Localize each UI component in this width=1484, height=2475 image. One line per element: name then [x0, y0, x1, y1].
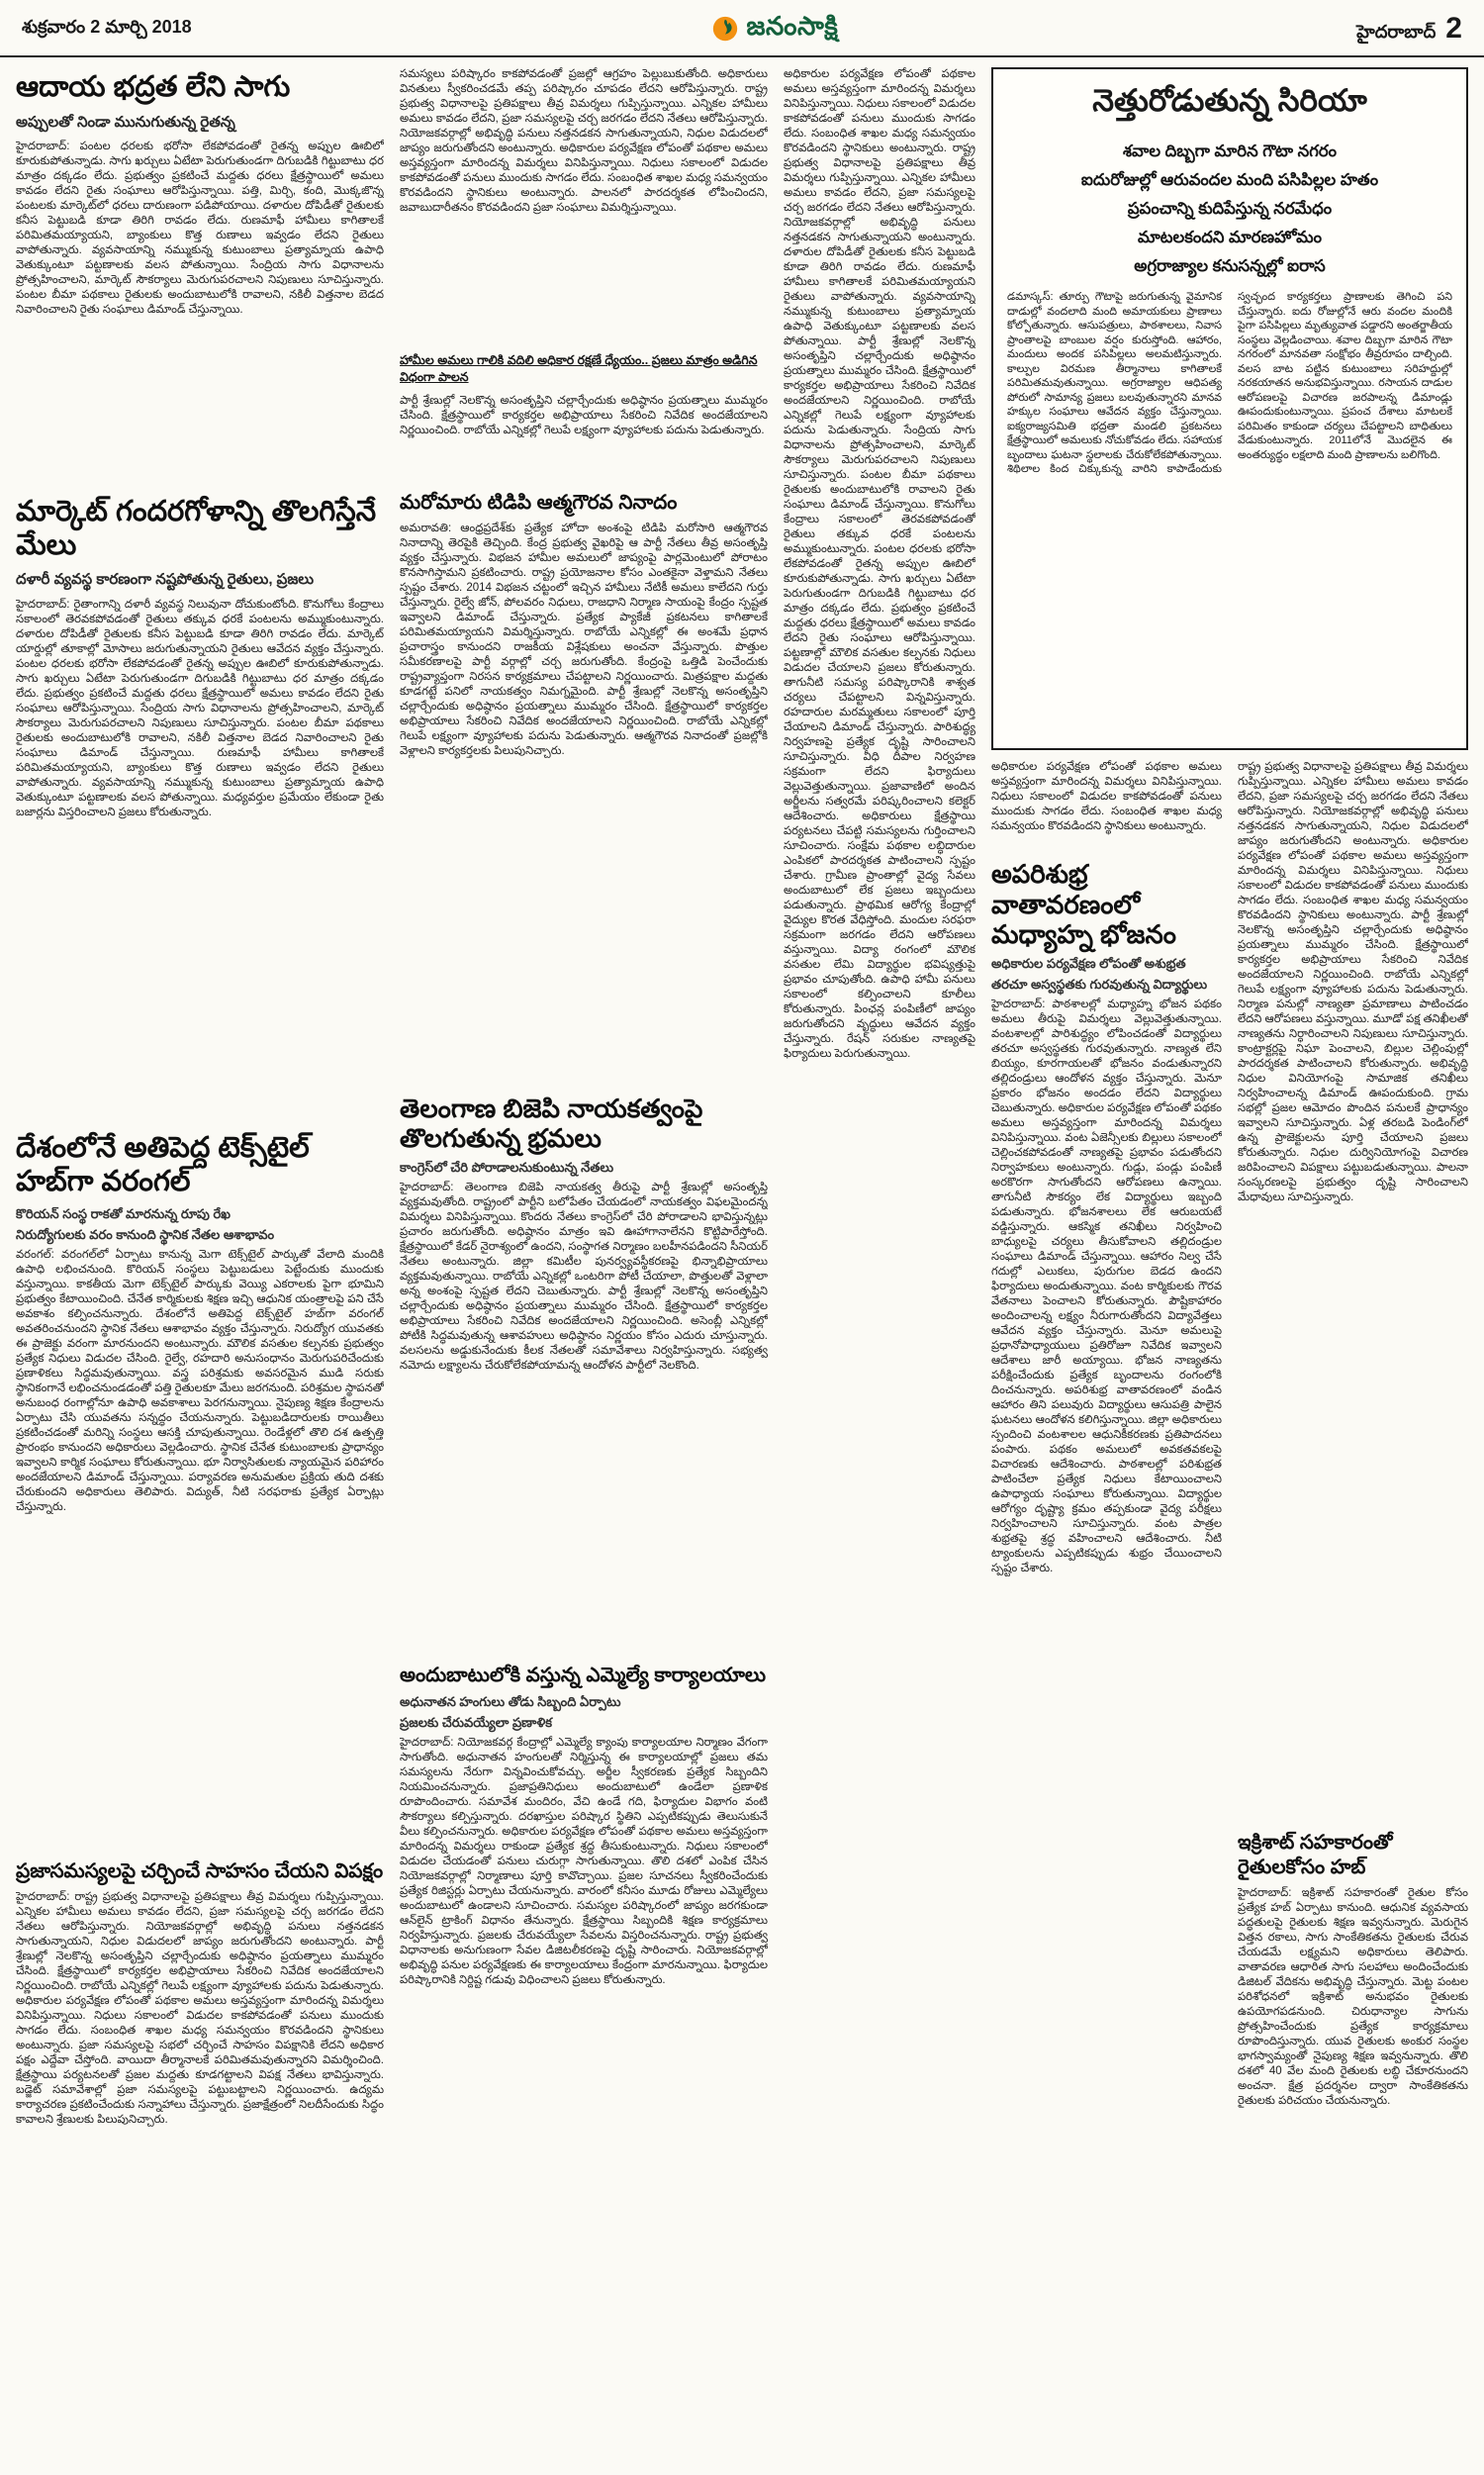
continuation-body: అధికారుల పర్యవేక్షణ లోపంతో పథకాల అమలు అస్తవ్యస్తంగా మారిందన్న విమర్శలు వినిపిస్తున్నాయి. నిధులు సకాలంలో విడుదల కాకపోవడంతో పనులు ముందుకు సాగడం లేదు. సంబంధిత శాఖల మధ్య సమన్వయం కొరవడిందని స్థానికులు అంటున్నారు. — [991, 761, 1222, 832]
article-farm-income — [16, 67, 384, 476]
article-body: అమరావతి: ఆంధ్రప్రదేశ్‌కు ప్రత్యేక హోదా అంశంపై టిడిపి మరోసారి ఆత్మగౌరవ నినాదాన్ని తెరపైకి తెచ్చింది. కేంద్ర ప్రభుత్వ వైఖరిపై ఆ పార్టీ నేతలు తీవ్ర అసంతృప్తి వ్యక్తం చేస్తున్నారు. విభజన హామీల అమలులో జాప్యంపై పార్లమెంటులో పోరాటం కొనసాగిస్తామని ప్రకటించారు. రాష్ట్ర ప్రయోజనాల కోసం ఎంతకైనా వెళ్తామని నేతలు స్పష్టం చేశారు. 2014 విభజన చట్టంలో ఇచ్చిన హామీలు నేటికీ అమలు కాలేదని గుర్తు చేస్తున్నారు. రైల్వే జోన్, పోలవరం నిధులు, రాజధాని నిర్మాణ సాయంపై కేంద్రం స్పష్టత ఇవ్వాలని డిమాండ్ చేస్తున్నారు. ప్రత్యేక ప్యాకేజీ ప్రకటనలు కాగితాలకే పరిమితమయ్యాయని విమర్శిస్తున్నారు. రాబోయే ఎన్నికల్లో ఈ అంశమే ప్రధాన ప్రచారాస్త్రం కానుందని రాజకీయ విశ్లేషకులు అంచనా వేస్తున్నారు. పొత్తుల సమీకరణాలపై పార్టీ వర్గాల్లో చర్చ జరుగుతోంది. కేంద్రంపై ఒత్తిడి పెంచేందుకు రాష్ట్రవ్యాప్తంగా నిరసన కార్యక్రమాలు చేపట్టాలని నిర్ణయించారు. మిత్రపక్షాల మద్దతు కూడగట్టే పనిలో నాయకత్వం నిమగ్నమైంది. పార్టీ శ్రేణుల్లో నెలకొన్న అసంతృప్తిని చల్లార్చేందుకు అధిష్ఠానం ప్రయత్నాలు ముమ్మరం చేసింది. క్షేత్రస్థాయిలో కార్యకర్తల అభిప్రాయాలు సేకరించి నివేదిక అందజేయాలని నిర్ణయించింది. రాబోయే ఎన్నికల్లో గెలుపే లక్ష్యంగా వ్యూహాలకు పదును పెడుతున్నారు. ఆత్మగౌరవ నినాదంతో ప్రజల్లోకి వెళ్లాలని కార్యకర్తలకు పిలుపునిచ్చారు. — [400, 522, 768, 757]
paper-logo-icon — [710, 14, 740, 44]
page-content — [0, 57, 1484, 2475]
article-subhead: నిరుద్యోగులకు వరం కానుంది స్థానిక నేతల ఆశాభావం — [16, 1227, 275, 1243]
article-subhead: శవాల దిబ్బగా మారిన గౌటా నగరం — [1122, 143, 1338, 160]
article-subhead: అధికారుల పర్యవేక్షణ లోపంతో అశుభ్రత — [991, 956, 1186, 972]
boxed-article-syria — [991, 67, 1468, 750]
article-body: వరంగల్: వరంగల్‌లో ఏర్పాటు కానున్న మెగా టెక్స్‌టైల్ పార్కుతో వేలాది మందికి ఉపాధి లభించనుంది. కొరియన్ సంస్థలు పెట్టుబడులు పెట్టేందుకు ముందుకు వస్తున్నాయి. కాకతీయ మెగా టెక్స్‌టైల్ పార్కుకు వెయ్యి ఎకరాలకు పైగా భూమిని ప్రభుత్వం కేటాయించింది. చేనేత కార్మికులకు శిక్షణ ఇచ్చి ఆధునిక యంత్రాలపై పని చేసే అవకాశం కల్పించనున్నారు. దేశంలోనే అతిపెద్ద టెక్స్‌టైల్ హబ్‌గా వరంగల్ అవతరించనుందని స్థానిక నేతలు ఆశాభావం వ్యక్తం చేస్తున్నారు. నిరుద్యోగ యువతకు ఈ ప్రాజెక్టు వరంగా మారనుందని అంటున్నారు. మౌలిక వసతుల కల్పనకు ప్రభుత్వం ప్రత్యేక నిధులు విడుదల చేసింది. రైల్వే, రహదారి అనుసంధానం మెరుగుపరిచేందుకు ప్రణాళికలు సిద్ధమవుతున్నాయి. వస్త్ర పరిశ్రమకు అవసరమైన ముడి సరుకు స్థానికంగానే లభించనుండడంతో పత్తి రైతులకూ మేలు జరగనుంది. పరిశ్రమల స్థాపనతో అనుబంధ రంగాల్లోనూ ఉపాధి అవకాశాలు పెరగనున్నాయి. నైపుణ్య శిక్షణ కేంద్రాలను ఏర్పాటు చేసి యువతను సన్నద్ధం చేయనున్నారు. పెట్టుబడిదారులకు రాయితీలు ప్రకటించడంతో మరిన్ని సంస్థలు ఆసక్తి చూపుతున్నాయి. రెండేళ్లలో తొలి దశ ఉత్పత్తి ప్రారంభం కానుందని అధికారులు వెల్లడించారు. స్థానిక చేనేత కుటుంబాలకు ప్రాధాన్యం ఇవ్వాలని కార్మిక సంఘాలు కోరుతున్నాయి. భూ నిర్వాసితులకు న్యాయమైన పరిహారం అందజేయాలని డిమాండ్ చేస్తున్నాయి. పర్యావరణ అనుమతుల ప్రక్రియ తుది దశకు చేరుకుందని అధికారులు తెలిపారు. విద్యుత్, నీటి సరఫరాకు ప్రత్యేక ఏర్పాట్లు చేస్తున్నారు. — [16, 1248, 384, 1513]
paper-name: జనంసాక్షి — [746, 10, 839, 41]
article-textile-hub — [16, 1128, 384, 1842]
article-headline: మరోమారు టిడిపి ఆత్మగౌరవ నినాదం — [400, 491, 678, 514]
article-subhead: అధునాతన హంగులు తోడు సిబ్బంది ఏర్పాటు — [400, 1693, 621, 1709]
article-market-chaos — [16, 492, 384, 1112]
article-body: హైదరాబాద్: నియోజకవర్గ కేంద్రాల్లో ఎమ్మెల్యే క్యాంపు కార్యాలయాల నిర్మాణం వేగంగా సాగుతోంది. అధునాతన హంగులతో నిర్మిస్తున్న ఈ కార్యాలయాల్లో ప్రజలు తమ సమస్యలను నేరుగా విన్నవించుకోవచ్చు. అర్జీల స్వీకరణకు ప్రత్యేక సిబ్బందిని నియమించనున్నారు. ప్రజాప్రతినిధులు అందుబాటులో ఉండేలా ప్రణాళిక రూపొందించారు. సమావేశ మందిరం, వేచి ఉండే గది, ఫిర్యాదుల విభాగం వంటి సౌకర్యాలు కల్పిస్తున్నారు. దరఖాస్తుల పరిష్కార స్థితిని ఎప్పటికప్పుడు తెలుసుకునే వీలు కల్పించనున్నారు. అధికారుల పర్యవేక్షణ లోపంతో పథకాల అమలు అస్తవ్యస్తంగా మారిందన్న విమర్శలు రాకుండా ప్రత్యేక శ్రద్ధ తీసుకుంటున్నారు. నిధులు సకాలంలో విడుదల చేయడంతో పనులు చురుగ్గా సాగుతున్నాయి. తొలి దశలో ఎంపిక చేసిన నియోజకవర్గాల్లో నిర్మాణాలు పూర్తి కావొచ్చాయి. ప్రజల సూచనలు స్వీకరించేందుకు ప్రత్యేక రిజిస్టర్లు ఏర్పాటు చేయనున్నారు. వారంలో కనీసం మూడు రోజులు ఎమ్మెల్యేలు అందుబాటులో ఉండాలని సూచించారు. సమస్యల పరిష్కారంలో జాప్యం జరగకుండా ఆన్‌లైన్ ట్రాకింగ్ విధానం తేనున్నారు. క్షేత్రస్థాయి సిబ్బందికి శిక్షణ కార్యక్రమాలు నిర్వహిస్తున్నారు. ప్రజలకు చేరువయ్యేలా సేవలను విస్తరించనున్నారు. రాష్ట్ర ప్రభుత్వ విధానాలకు అనుగుణంగా సేవల డిజిటలీకరణపై దృష్టి సారించారు. నియోజకవర్గాల్లో అభివృద్ధి పనుల పర్యవేక్షణకు ఈ కార్యాలయాలు కేంద్రంగా మారనున్నాయి. ఫిర్యాదుల పరిష్కారానికి నిర్దిష్ట గడువు విధించాలని ప్రజలు కోరుతున్నారు. — [400, 1736, 768, 1986]
underlined-crosshead: హామీల అమలు గాలికి వదిలి అధికార రక్షణే ధ్యేయం.. ప్రజలు మాత్రం అడిగిన విధంగా పాలన — [400, 353, 758, 384]
article-mla-offices — [400, 1662, 768, 2461]
article-subhead: ప్రజలకు చేరువయ్యేలా ప్రణాళిక — [400, 1714, 553, 1730]
continuation-body: సమస్యలు పరిష్కారం కాకపోవడంతో ప్రజల్లో ఆగ్రహం పెల్లుబుకుతోంది. అధికారులు వినతులు స్వీకరించడమే తప్ప పరిష్కారం చూపడం లేదని ఆరోపిస్తున్నారు. రాష్ట్ర ప్రభుత్వ విధానాలపై ప్రతిపక్షాలు తీవ్ర విమర్శలు గుప్పిస్తున్నాయి. ఎన్నికల హామీలు అమలు కావడం లేదని, ప్రజా సమస్యలపై చర్చ జరగడం లేదని నేతలు ఆరోపిస్తున్నారు. నియోజకవర్గాల్లో అభివృద్ధి పనులు నత్తనడకన సాగుతున్నాయని, నిధుల విడుదలలో జాప్యం జరుగుతోందని అంటున్నారు. అధికారుల పర్యవేక్షణ లోపంతో పథకాల అమలు అస్తవ్యస్తంగా మారిందన్న విమర్శలు వినిపిస్తున్నాయి. నిధులు సకాలంలో విడుదల కాకపోవడంతో పనులు ముందుకు సాగడం లేదు. సంబంధిత శాఖల మధ్య సమన్వయం కొరవడిందని స్థానికులు అంటున్నారు. పాలనలో పారదర్శకత లోపించిందని, జవాబుదారీతనం కొరవడిందని ప్రజా సంఘాలు విమర్శిస్తున్నాయి. — [400, 68, 768, 214]
masthead — [0, 0, 1484, 57]
article-body: హైదరాబాద్: తెలంగాణ బిజెపి నాయకత్వ తీరుపై పార్టీ శ్రేణుల్లో అసంతృప్తి వ్యక్తమవుతోంది. రాష్ట్రంలో పార్టీని బలోపేతం చేయడంలో నాయకత్వం విఫలమైందన్న విమర్శలు వినిపిస్తున్నాయి. కొందరు నేతలు కాంగ్రెస్‌లో చేరి పోరాడాలని భావిస్తున్నట్లు ప్రచారం జరుగుతోంది. అధిష్ఠానం మాత్రం ఇవి ఊహాగానాలేనని కొట్టిపారేస్తోంది. క్షేత్రస్థాయిలో కేడర్ నైరాశ్యంలో ఉందని, సంస్థాగత నిర్మాణం బలహీనపడిందని సీనియర్ నేతలు అంటున్నారు. జిల్లా కమిటీల పునర్వ్యవస్థీకరణపై భిన్నాభిప్రాయాలు వ్యక్తమవుతున్నాయి. రాబోయే ఎన్నికల్లో ఒంటరిగా పోటీ చేయాలా, పొత్తులతో వెళ్లాలా అన్న అంశంపై స్పష్టత లేదని చెబుతున్నారు. పార్టీ శ్రేణుల్లో నెలకొన్న అసంతృప్తిని చల్లార్చేందుకు అధిష్ఠానం ప్రయత్నాలు ముమ్మరం చేసింది. క్షేత్రస్థాయిలో కార్యకర్తల అభిప్రాయాలు సేకరించి నివేదిక అందజేయాలని నిర్ణయించింది. అసెంబ్లీ ఎన్నికల్లో పోటీకి సిద్ధమవుతున్న ఆశావహులు అధిష్ఠానం నిర్ణయం కోసం ఎదురు చూస్తున్నారు. వలసలను అడ్డుకునేందుకు కీలక నేతలతో సమావేశాలు నిర్వహిస్తున్నారు. సభ్యత్వ నమోదు లక్ష్యాలను చేరుకోలేకపోయామన్న ఆందోళన పార్టీలో నెలకొంది. — [400, 1181, 768, 1372]
article-body: డమాస్కస్: తూర్పు గౌటాపై జరుగుతున్న వైమానిక దాడుల్లో వందలాది మంది అమాయకులు ప్రాణాలు కోల్పోతున్నారు. ఆసుపత్రులు, పాఠశాలలు, నివాస ప్రాంతాలపై బాంబుల వర్షం కురుస్తోంది. ఆహారం, మందులు అందక పసిపిల్లలు అలమటిస్తున్నారు. కాల్పుల విరమణ తీర్మానాలు కాగితాలకే పరిమితమవుతున్నాయి. అగ్రరాజ్యాల ఆధిపత్య పోరులో సామాన్య ప్రజలు బలవుతున్నారని మానవ హక్కుల సంఘాలు ఆవేదన వ్యక్తం చేస్తున్నాయి. ఐక్యరాజ్యసమితి భద్రతా మండలి ప్రకటనలు క్షేత్రస్థాయిలో అమలుకు నోచుకోవడం లేదు. సహాయక బృందాలు ఘటనా స్థలాలకు చేరుకోలేకపోతున్నాయి. శిథిలాల కింద చిక్కుకున్న వారిని కాపాడేందుకు స్వచ్ఛంద కార్యకర్తలు ప్రాణాలకు తెగించి పని చేస్తున్నారు. ఐదు రోజుల్లోనే ఆరు వందల మందికి పైగా పసిపిల్లలు మృత్యువాత పడ్డారని అంతర్జాతీయ సంస్థలు వెల్లడించాయి. శవాల దిబ్బగా మారిన గౌటా నగరంలో మానవతా సంక్షోభం తీవ్రరూపం దాల్చింది. వలస బాట పట్టిన కుటుంబాలు సరిహద్దుల్లో నరకయాతన అనుభవిస్తున్నాయి. రసాయన దాడుల ఆరోపణలపై విచారణ జరపాలన్న డిమాండ్లు ఊపందుకుంటున్నాయి. ప్రపంచ దేశాలు మాటలకే పరిమితం కాకుండా చర్యలు చేపట్టాలని బాధితులు వేడుకుంటున్నారు. 2011లోనే మొదలైన ఈ అంతర్యుద్ధం లక్షలాది మంది ప్రాణాలను బలిగొంది. — [1007, 291, 1452, 476]
article-icrisat-hub — [1238, 1829, 1468, 2461]
article-headline: అందుబాటులోకి వస్తున్న ఎమ్మెల్యే కార్యాలయాలు — [400, 1664, 767, 1686]
column-4 — [991, 67, 1468, 2461]
below-box-region — [991, 760, 1468, 2461]
article-subhead: కొరియన్ సంస్థ రాకతో మారనున్న రూపు రేఖ — [16, 1206, 231, 1222]
sub-column-left — [991, 760, 1222, 2461]
article-subhead: అగ్రరాజ్యాల కనుసన్నల్లో ఐరాస — [1134, 256, 1326, 275]
article-bjp-leadership — [400, 1092, 768, 1646]
article-subhead: ఐదురోజుల్లో ఆరువందల మంది పసిపిల్లల హతం — [1080, 170, 1379, 189]
article-subhead: మాటలకందని మారణహోమం — [1138, 228, 1322, 246]
article-headline: ఇక్రిశాట్ సహకారంతో రైతులకోసం హబ్ — [1238, 1832, 1393, 1878]
article-headline: మార్కెట్ గందరగోళాన్ని తొలగిస్తేనే మేలు — [16, 496, 377, 561]
article-tdp-slogan — [400, 489, 768, 1076]
article-body: హైదరాబాద్: పాఠశాలల్లో మధ్యాహ్న భోజన పథకం అమలు తీరుపై విమర్శలు వెల్లువెత్తుతున్నాయి. వంటశాలల్లో పారిశుద్ధ్యం లోపించడంతో విద్యార్థులు తరచూ అస్వస్థతకు గురవుతున్నారు. నాణ్యత లేని బియ్యం, కూరగాయలతో భోజనం వండుతున్నారని తల్లిదండ్రులు ఆందోళన వ్యక్తం చేస్తున్నారు. మెనూ ప్రకారం భోజనం అందడం లేదని విద్యార్థులు చెబుతున్నారు. అధికారుల పర్యవేక్షణ లోపంతో పథకం అమలు అస్తవ్యస్తంగా మారిందన్న విమర్శలు వినిపిస్తున్నాయి. వంట ఏజెన్సీలకు బిల్లులు సకాలంలో చెల్లించకపోవడంతో నాణ్యతపై ప్రభావం పడుతోందని నిర్వాహకులు అంటున్నారు. గుడ్లు, పండ్లు పంపిణీ అరకొరగా సాగుతోందని ఆరోపణలు ఉన్నాయి. తాగునీటి సౌకర్యం లేక విద్యార్థులు ఇబ్బంది పడుతున్నారు. భోజనశాలలు లేక ఆరుబయటే వడ్డిస్తున్నారు. ఆకస్మిక తనిఖీలు నిర్వహించి బాధ్యులపై చర్యలు తీసుకోవాలని తల్లిదండ్రుల సంఘాలు డిమాండ్ చేస్తున్నాయి. ఆహారం నిల్వ చేసే గదుల్లో ఎలుకలు, పురుగుల బెడద ఉందని ఫిర్యాదులు అందుతున్నాయి. వంట కార్మికులకు గౌరవ వేతనాలు పెంచాలని కోరుతున్నారు. పౌష్టికాహారం అందించాలన్న లక్ష్యం నీరుగారుతోందని విద్యావేత్తలు ఆవేదన వ్యక్తం చేస్తున్నారు. మెనూ అమలుపై ప్రధానోపాధ్యాయులు ప్రతిరోజూ నివేదిక ఇవ్వాలని ఆదేశాలు జారీ అయ్యాయి. భోజన నాణ్యతను పరీక్షించేందుకు ప్రత్యేక బృందాలను రంగంలోకి దించనున్నారు. అపరిశుభ్ర వాతావరణంలో వండిన ఆహారం తిని పలువురు విద్యార్థులు ఆసుపత్రి పాలైన ఘటనలు ఆందోళన కలిగిస్తున్నాయి. జిల్లా అధికారులు స్పందించి వంటశాలల ఆధునికీకరణకు ప్రతిపాదనలు పంపారు. పథకం అమలులో అవకతవకలపై విచారణకు ఆదేశించారు. పాఠశాలల్లో పరిశుభ్రత పాటించేలా ప్రత్యేక నిధులు కేటాయించాలని ఉపాధ్యాయ సంఘాలు కోరుతున్నాయి. విద్యార్థుల ఆరోగ్యం దృష్ట్యా క్రమం తప్పకుండా వైద్య పరీక్షలు నిర్వహించాలని సూచిస్తున్నారు. వంట పాత్రల శుభ్రతపై శ్రద్ధ వహించాలని ఆదేశించారు. నీటి ట్యాంకులను ఎప్పటికప్పుడు శుభ్రం చేయించాలని స్పష్టం చేశారు. — [991, 998, 1222, 1574]
edition-and-page — [1356, 12, 1462, 47]
article-midday-meal — [991, 857, 1222, 2461]
column-3 — [784, 67, 975, 2461]
article-subhead: దళారీ వ్యవస్థ కారణంగా నష్టపోతున్న రైతులు, ప్రజలు — [16, 571, 315, 589]
article-body: హైదరాబాద్: ఇక్రిశాట్ సహకారంతో రైతుల కోసం ప్రత్యేక హబ్ ఏర్పాటు కానుంది. ఆధునిక వ్యవసాయ పద్ధతులపై రైతులకు శిక్షణ ఇవ్వనున్నారు. మెరుగైన విత్తన రకాలు, సాగు సాంకేతికతను రైతులకు చేరువ చేయడమే లక్ష్యమని అధికారులు తెలిపారు. వాతావరణ ఆధారిత సాగు సలహాలు అందించేందుకు డిజిటల్ వేదికను అభివృద్ధి చేస్తున్నారు. మెట్ట పంటల పరిశోధనలో ఇక్రిశాట్ అనుభవం రైతులకు ఉపయోగపడనుంది. చిరుధాన్యాల సాగును ప్రోత్సహించేందుకు ప్రత్యేక కార్యక్రమాలు రూపొందిస్తున్నారు. యువ రైతులకు అంకుర సంస్థల భాగస్వామ్యంతో నైపుణ్య శిక్షణ ఇవ్వనున్నారు. తొలి దశలో 40 వేల మంది రైతులకు లబ్ధి చేకూరనుందని అంచనా. క్షేత్ర ప్రదర్శనల ద్వారా సాంకేతికతను రైతులకు పరిచయం చేయనున్నారు. — [1238, 1887, 1468, 2107]
article-headline: అపరిశుభ్ర వాతావరణంలో మధ్యాహ్న భోజనం — [991, 859, 1176, 950]
article-headline: ఆదాయ భద్రత లేని సాగు — [16, 71, 291, 103]
article-body: హైదరాబాద్: పంటల ధరలకు భరోసా లేకపోవడంతో రైతన్న అప్పుల ఊబిలో కూరుకుపోతున్నాడు. సాగు ఖర్చులు ఏటేటా పెరుగుతుండగా దిగుబడికి గిట్టుబాటు ధర మాత్రం దక్కడం లేదు. ప్రభుత్వం ప్రకటించే మద్దతు ధరలు క్షేత్రస్థాయిలో అమలు కావడం లేదని రైతు సంఘాలు ఆరోపిస్తున్నాయి. పత్తి, మిర్చి, కంది, మొక్కజొన్న పంటలకు మార్కెట్‌లో ధరలు దారుణంగా పడిపోయాయి. దళారుల దోపిడీతో రైతులకు కనీస పెట్టుబడి కూడా తిరిగి రావడం లేదు. రుణమాఫీ హామీలు కాగితాలకే పరిమితమయ్యాయని, బ్యాంకులు కొత్త రుణాలు ఇవ్వడం లేదని రైతులు వాపోతున్నారు. వ్యవసాయాన్ని నమ్ముకున్న కుటుంబాలు ప్రత్యామ్నాయ ఉపాధి వెతుక్కుంటూ పట్టణాలకు వలస పోతున్నాయి. సేంద్రియ సాగు విధానాలను ప్రోత్సహించాలని, మార్కెట్ సౌకర్యాలు మెరుగుపరచాలని నిపుణులు సూచిస్తున్నారు. పంటల బీమా పథకాలు రైతులకు అందుబాటులోకి రావాలని, నకిలీ విత్తనాల బెడద నివారించాలని రైతు సంఘాలు డిమాండ్ చేస్తున్నాయి. — [16, 141, 384, 317]
sub-column-right — [1238, 760, 1468, 2461]
article-headline: నెత్తురోడుతున్న సిరియా — [1092, 83, 1367, 118]
article-opposition-courage — [16, 1857, 384, 2461]
paper-logo — [710, 11, 839, 48]
edition-city: హైదరాబాద్ — [1356, 21, 1437, 42]
column-1 — [16, 67, 384, 2461]
column-2 — [400, 67, 768, 2461]
article-headline: ప్రజాసమస్యలపై చర్చించే సాహసం చేయని విపక్షం — [16, 1859, 384, 1882]
article-headline: దేశంలోనే అతిపెద్ద టెక్స్‌టైల్ హబ్‌గా వరంగల్ — [16, 1131, 310, 1197]
continuation-body: రాష్ట్ర ప్రభుత్వ విధానాలపై ప్రతిపక్షాలు తీవ్ర విమర్శలు గుప్పిస్తున్నాయి. ఎన్నికల హామీలు అమలు కావడం లేదని, ప్రజా సమస్యలపై చర్చ జరగడం లేదని నేతలు ఆరోపిస్తున్నారు. నియోజకవర్గాల్లో అభివృద్ధి పనులు నత్తనడకన సాగుతున్నాయని, నిధుల విడుదలలో జాప్యం జరుగుతోందని అంటున్నారు. అధికారుల పర్యవేక్షణ లోపంతో పథకాల అమలు అస్తవ్యస్తంగా మారిందన్న విమర్శలు వినిపిస్తున్నాయి. నిధులు సకాలంలో విడుదల కాకపోవడంతో పనులు ముందుకు సాగడం లేదు. సంబంధిత శాఖల మధ్య సమన్వయం కొరవడిందని స్థానికులు అంటున్నారు. పార్టీ శ్రేణుల్లో నెలకొన్న అసంతృప్తిని చల్లార్చేందుకు అధిష్ఠానం ప్రయత్నాలు ముమ్మరం చేసింది. క్షేత్రస్థాయిలో కార్యకర్తల అభిప్రాయాలు సేకరించి నివేదిక అందజేయాలని నిర్ణయించింది. రాబోయే ఎన్నికల్లో గెలుపే లక్ష్యంగా వ్యూహాలకు పదును పెడుతున్నారు. నిర్మాణ పనుల్లో నాణ్యతా ప్రమాణాలు పాటించడం లేదని ఆరోపణలు వస్తున్నాయి. మూడో పక్ష తనిఖీలతో నాణ్యతను నిర్ధారించాలని నిపుణులు సూచిస్తున్నారు. కాంట్రాక్టర్లపై నిఘా పెంచాలని, బిల్లుల చెల్లింపుల్లో పారదర్శకత పాటించాలని కోరుతున్నారు. అభివృద్ధి నిధుల వినియోగంపై సామాజిక తనిఖీలు నిర్వహించాలన్న డిమాండ్ ఊపందుకుంది. గ్రామ సభల్లో ప్రజల ఆమోదం పొందిన పనులకే ప్రాధాన్యం ఇవ్వాలని సూచిస్తున్నారు. ఏళ్ల తరబడి పెండింగ్‌లో ఉన్న ప్రాజెక్టులను పూర్తి చేయాలని ప్రజలు కోరుతున్నారు. నిధుల దుర్వినియోగంపై విచారణ జరిపించాలని విపక్షాలు పట్టుబడుతున్నాయి. పాలనా సంస్కరణలపై ప్రభుత్వం దృష్టి సారించాలని మేధావులు సూచిస్తున్నారు. — [1238, 761, 1468, 1203]
article-subhead: ప్రపంచాన్ని కుదిపేస్తున్న నరమేధం — [1127, 199, 1333, 218]
article-subhead: తరచూ అస్వస్థతకు గురవుతున్న విద్యార్థులు — [991, 976, 1208, 992]
issue-date: శుక్రవారం 2 మార్చి 2018 — [22, 16, 192, 37]
article-body: హైదరాబాద్: రైతాంగాన్ని దళారీ వ్యవస్థ నిలువునా దోచుకుంటోంది. కొనుగోలు కేంద్రాలు సకాలంలో తెరవకపోవడంతో రైతులు తక్కువ ధరకే పంటలను అమ్ముకుంటున్నారు. దళారుల దోపిడీతో రైతులకు కనీస పెట్టుబడి కూడా తిరిగి రావడం లేదు. మార్కెట్ యార్డుల్లో తూకాల్లో మోసాలు జరుగుతున్నాయని రైతులు ఆవేదన వ్యక్తం చేస్తున్నారు. పంటల ధరలకు భరోసా లేకపోవడంతో రైతన్న అప్పుల ఊబిలో కూరుకుపోతున్నాడు. సాగు ఖర్చులు ఏటేటా పెరుగుతుండగా దిగుబడికి గిట్టుబాటు ధర మాత్రం దక్కడం లేదు. ప్రభుత్వం ప్రకటించే మద్దతు ధరలు క్షేత్రస్థాయిలో అమలు కావడం లేదని రైతు సంఘాలు ఆరోపిస్తున్నాయి. సేంద్రియ సాగు విధానాలను ప్రోత్సహించాలని, మార్కెట్ సౌకర్యాలు మెరుగుపరచాలని నిపుణులు సూచిస్తున్నారు. పంటల బీమా పథకాలు రైతులకు అందుబాటులోకి రావాలని, నకిలీ విత్తనాల బెడద నివారించాలని రైతు సంఘాలు డిమాండ్ చేస్తున్నాయి. రుణమాఫీ హామీలు కాగితాలకే పరిమితమయ్యాయని, బ్యాంకులు కొత్త రుణాలు ఇవ్వడం లేదని రైతులు వాపోతున్నారు. వ్యవసాయాన్ని నమ్ముకున్న కుటుంబాలు ప్రత్యామ్నాయ ఉపాధి వెతుక్కుంటూ పట్టణాలకు వలస పోతున్నాయి. మధ్యవర్తుల ప్రమేయం లేకుండా రైతు బజార్లను విస్తరించాలని ప్రజలు కోరుతున్నారు. — [16, 598, 384, 818]
article-headline: తెలంగాణ బిజెపి నాయకత్వంపై తొలగుతున్న భ్రమలు — [400, 1093, 703, 1154]
article-subhead: అప్పులతో నిండా మునుగుతున్న రైతన్న — [16, 113, 235, 131]
article-subhead: కాంగ్రెస్‌లో చేరి పోరాడాలనుకుంటున్న నేతలు — [400, 1160, 614, 1176]
continuation-body: అధికారుల పర్యవేక్షణ లోపంతో పథకాల అమలు అస్తవ్యస్తంగా మారిందన్న విమర్శలు వినిపిస్తున్నాయి. నిధులు సకాలంలో విడుదల కాకపోవడంతో పనులు ముందుకు సాగడం లేదు. సంబంధిత శాఖల మధ్య సమన్వయం కొరవడిందని స్థానికులు అంటున్నారు. రాష్ట్ర ప్రభుత్వ విధానాలపై ప్రతిపక్షాలు తీవ్ర విమర్శలు గుప్పిస్తున్నాయి. ఎన్నికల హామీలు అమలు కావడం లేదని, ప్రజా సమస్యలపై చర్చ జరగడం లేదని నేతలు ఆరోపిస్తున్నారు. నియోజకవర్గాల్లో అభివృద్ధి పనులు నత్తనడకన సాగుతున్నాయని అంటున్నారు. దళారుల దోపిడీతో రైతులకు కనీస పెట్టుబడి కూడా తిరిగి రావడం లేదు. రుణమాఫీ హామీలు కాగితాలకే పరిమితమయ్యాయని రైతులు వాపోతున్నారు. వ్యవసాయాన్ని నమ్ముకున్న కుటుంబాలు ప్రత్యామ్నాయ ఉపాధి వెతుక్కుంటూ పట్టణాలకు వలస పోతున్నాయి. పార్టీ శ్రేణుల్లో నెలకొన్న అసంతృప్తిని చల్లార్చేందుకు అధిష్ఠానం ప్రయత్నాలు ముమ్మరం చేసింది. క్షేత్రస్థాయిలో కార్యకర్తల అభిప్రాయాలు సేకరించి నివేదిక అందజేయాలని నిర్ణయించింది. రాబోయే ఎన్నికల్లో గెలుపే లక్ష్యంగా వ్యూహాలకు పదును పెడుతున్నారు. సేంద్రియ సాగు విధానాలను ప్రోత్సహించాలని, మార్కెట్ సౌకర్యాలు మెరుగుపరచాలని నిపుణులు సూచిస్తున్నారు. పంటల బీమా పథకాలు రైతులకు అందుబాటులోకి రావాలని రైతు సంఘాలు డిమాండ్ చేస్తున్నాయి. కొనుగోలు కేంద్రాలు సకాలంలో తెరవకపోవడంతో రైతులు తక్కువ ధరకే పంటలను అమ్ముకుంటున్నారు. పంటల ధరలకు భరోసా లేకపోవడంతో రైతన్న అప్పుల ఊబిలో కూరుకుపోతున్నాడు. సాగు ఖర్చులు ఏటేటా పెరుగుతుండగా దిగుబడికి గిట్టుబాటు ధర మాత్రం దక్కడం లేదు. ప్రభుత్వం ప్రకటించే మద్దతు ధరలు క్షేత్రస్థాయిలో అమలు కావడం లేదని రైతు సంఘాలు ఆరోపిస్తున్నాయి. పట్టణాల్లో మౌలిక వసతుల కల్పనకు నిధులు విడుదల చేయాలని ప్రజలు కోరుతున్నారు. తాగునీటి సమస్య పరిష్కారానికి శాశ్వత చర్యలు చేపట్టాలని విన్నవిస్తున్నారు. రహదారుల మరమ్మతులు సకాలంలో పూర్తి చేయాలని డిమాండ్ చేస్తున్నారు. పారిశుద్ధ్య నిర్వహణపై ప్రత్యేక దృష్టి సారించాలని సూచిస్తున్నారు. వీధి దీపాల నిర్వహణ సక్రమంగా లేదని ఫిర్యాదులు వెల్లువెత్తుతున్నాయి. ప్రజావాణిలో అందిన అర్జీలను సత్వరమే పరిష్కరించాలని కలెక్టర్ ఆదేశించారు. అధికారులు క్షేత్రస్థాయి పర్యటనలు చేపట్టి సమస్యలను గుర్తించాలని సూచించారు. సంక్షేమ పథకాల లబ్ధిదారుల ఎంపికలో పారదర్శకత పాటించాలని స్పష్టం చేశారు. గ్రామీణ ప్రాంతాల్లో వైద్య సేవలు అందుబాటులో లేక ప్రజలు ఇబ్బందులు పడుతున్నారు. ప్రాథమిక ఆరోగ్య కేంద్రాల్లో వైద్యుల కొరత వేధిస్తోంది. మందుల సరఫరా సక్రమంగా జరగడం లేదని ఆరోపణలు వస్తున్నాయి. విద్యా రంగంలో మౌలిక వసతుల లేమి విద్యార్థుల భవిష్యత్తుపై ప్రభావం చూపుతోంది. ఉపాధి హామీ పనులు సకాలంలో కల్పించాలని కూలీలు కోరుతున్నారు. పింఛన్ల పంపిణీలో జాప్యం జరుగుతోందని వృద్ధులు ఆవేదన వ్యక్తం చేస్తున్నారు. రేషన్ సరుకుల నాణ్యతపై ఫిర్యాదులు పెరుగుతున్నాయి. — [784, 68, 975, 1060]
continuation-body: పార్టీ శ్రేణుల్లో నెలకొన్న అసంతృప్తిని చల్లార్చేందుకు అధిష్ఠానం ప్రయత్నాలు ముమ్మరం చేసింది. క్షేత్రస్థాయిలో కార్యకర్తల అభిప్రాయాలు సేకరించి నివేదిక అందజేయాలని నిర్ణయించింది. రాబోయే ఎన్నికల్లో గెలుపే లక్ష్యంగా వ్యూహాలకు పదును పెడుతున్నారు. — [400, 394, 768, 436]
article-body: హైదరాబాద్: రాష్ట్ర ప్రభుత్వ విధానాలపై ప్రతిపక్షాలు తీవ్ర విమర్శలు గుప్పిస్తున్నాయి. ఎన్నికల హామీలు అమలు కావడం లేదని, ప్రజా సమస్యలపై చర్చ జరగడం లేదని నేతలు ఆరోపిస్తున్నారు. నియోజకవర్గాల్లో అభివృద్ధి పనులు నత్తనడకన సాగుతున్నాయని, నిధుల విడుదలలో జాప్యం జరుగుతోందని అంటున్నారు. పార్టీ శ్రేణుల్లో నెలకొన్న అసంతృప్తిని చల్లార్చేందుకు అధిష్ఠానం ప్రయత్నాలు ముమ్మరం చేసింది. క్షేత్రస్థాయిలో కార్యకర్తల అభిప్రాయాలు సేకరించి నివేదిక అందజేయాలని నిర్ణయించింది. రాబోయే ఎన్నికల్లో గెలుపే లక్ష్యంగా వ్యూహాలకు పదును పెడుతున్నారు. అధికారుల పర్యవేక్షణ లోపంతో పథకాల అమలు అస్తవ్యస్తంగా మారిందన్న విమర్శలు వినిపిస్తున్నాయి. నిధులు సకాలంలో విడుదల కాకపోవడంతో పనులు ముందుకు సాగడం లేదు. సంబంధిత శాఖల మధ్య సమన్వయం కొరవడిందని స్థానికులు అంటున్నారు. ప్రజా సమస్యలపై సభలో చర్చించే సాహసం విపక్షానికి లేదని అధికార పక్షం ఎద్దేవా చేస్తోంది. వాయిదా తీర్మానాలకే పరిమితమవుతున్నారని విమర్శించింది. క్షేత్రస్థాయి పర్యటనలతో ప్రజల మద్దతు కూడగట్టాలని విపక్ష నేతలు భావిస్తున్నారు. బడ్జెట్ సమావేశాల్లో ప్రజా సమస్యలపై పట్టుబట్టాలని నిర్ణయించారు. ఉద్యమ కార్యాచరణ ప్రకటించేందుకు సన్నాహాలు చేస్తున్నారు. ప్రజాక్షేత్రంలో నిలదీసేందుకు సిద్ధం కావాలని శ్రేణులకు పిలుపునిచ్చారు. — [16, 1890, 384, 2126]
page-number: 2 — [1445, 11, 1462, 45]
